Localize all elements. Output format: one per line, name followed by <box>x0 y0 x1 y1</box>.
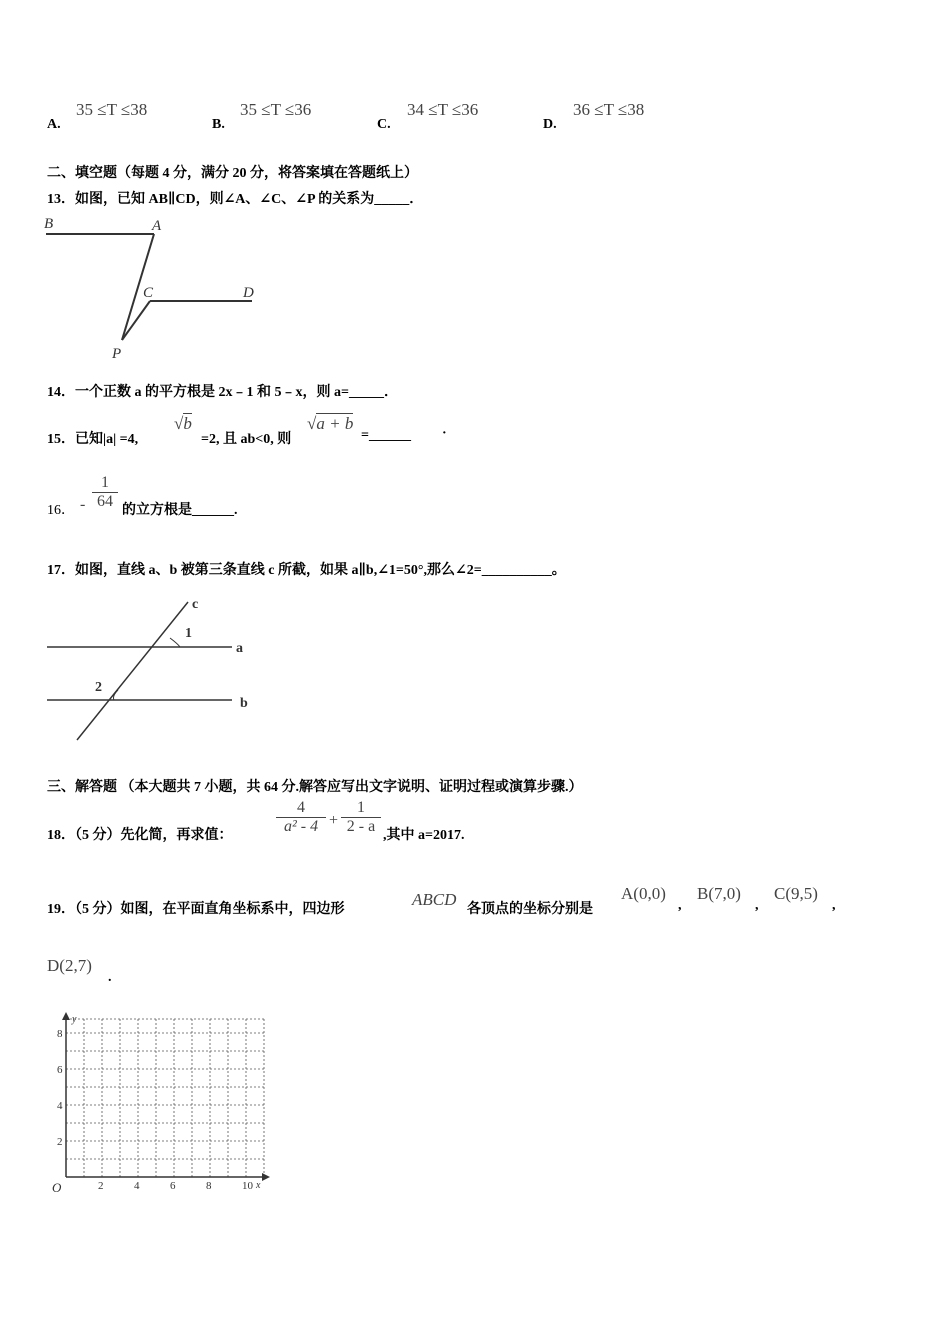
y-tick-label: 8 <box>57 1028 63 1040</box>
q19-mid: 各顶点的坐标分别是 <box>467 902 593 917</box>
q19-quad-name: ABCD <box>412 890 457 909</box>
label-a: A <box>152 218 162 234</box>
q16-frac-num: 1 <box>101 474 109 491</box>
section-3-title: 三、解答题 （本大题共 7 小题，共 64 分.解答应写出文字说明、证明过程或演算步骤.） <box>47 780 583 795</box>
label-c: C <box>143 285 154 301</box>
q18-plus: + <box>329 812 339 829</box>
q15-suffix: =______ <box>361 428 411 443</box>
q15-prefix: 15．已知|a| =4, <box>47 432 139 447</box>
q19-coordinate-grid <box>44 1012 276 1202</box>
q16-fraction <box>92 474 118 511</box>
y-axis-label: y <box>72 1014 77 1025</box>
section-2-title: 二、填空题（每题 4 分，满分 20 分，将答案填在答题纸上） <box>47 166 418 181</box>
question-17-text: 17．如图，直线 a、b 被第三条直线 c 所截，如果 a∥b,∠1=50°,那么∠2=__________。 <box>47 563 566 578</box>
q16-frac-den: 64 <box>97 493 113 510</box>
q16-number: 16． <box>47 503 75 518</box>
y-tick-labels <box>57 1028 63 1148</box>
question-14-text: 14．一个正数 a 的平方根是 2x﹣1 和 5﹣x，则 a=_____． <box>47 385 398 400</box>
q19-sep-2: , <box>755 898 759 913</box>
q18-prefix: 18．（5 分）先化简，再求值： <box>47 828 233 843</box>
q18-f1-den: a² - 4 <box>283 818 319 835</box>
q18-fraction-2 <box>341 799 381 836</box>
origin-label: O <box>52 1180 62 1195</box>
y-axis-arrow <box>62 1012 70 1020</box>
q19-sep-3: , <box>832 898 836 913</box>
q18-fraction-1 <box>276 799 326 836</box>
option-c-expr: 34 ≤T ≤36 <box>407 100 479 119</box>
x-tick-label: 8 <box>206 1180 212 1192</box>
sqrt-b: √b <box>174 414 192 433</box>
q18-f2-num: 1 <box>357 799 365 816</box>
option-a-letter: A. <box>47 117 61 132</box>
label-b: B <box>44 216 54 232</box>
label-a: a <box>236 641 243 656</box>
q18-f2-den: 2 - a <box>346 818 376 835</box>
angle-1-arc <box>170 638 180 647</box>
q16-minus: - <box>80 496 86 513</box>
q19-end: . <box>108 970 112 985</box>
q16-suffix: 的立方根是______. <box>122 503 238 518</box>
label-c: c <box>192 597 199 612</box>
q19-point-a: A(0,0) <box>621 884 666 903</box>
grid-lines <box>66 1019 264 1177</box>
q19-sep-1: , <box>678 898 682 913</box>
q13-figure <box>40 212 280 364</box>
q19-point-c: C(9,5) <box>774 884 818 903</box>
label-p: P <box>112 346 122 362</box>
q19-point-d: D(2,7) <box>47 956 92 975</box>
x-axis-label: x <box>256 1180 261 1191</box>
x-tick-label: 10 <box>242 1180 253 1192</box>
y-tick-label: 2 <box>57 1136 63 1148</box>
q15-mid: =2, 且 ab<0, 则 <box>201 432 292 447</box>
sqrt-ab-radicand: a + b <box>316 414 354 433</box>
x-tick-label: 4 <box>134 1180 140 1192</box>
label-angle-2: 2 <box>95 680 102 695</box>
question-13-text: 13．如图，已知 AB∥CD，则∠A、∠C、∠P 的关系为_____． <box>47 192 424 207</box>
label-b: b <box>240 696 248 711</box>
x-tick-labels <box>98 1180 254 1192</box>
x-tick-label: 2 <box>98 1180 104 1192</box>
sqrt-b-radicand: b <box>183 414 192 433</box>
option-a-expr: 35 ≤T ≤38 <box>76 100 148 119</box>
line-c <box>77 602 188 740</box>
q19-prefix: 19．（5 分）如图，在平面直角坐标系中，四边形 <box>47 902 345 917</box>
q19-point-b: B(7,0) <box>697 884 741 903</box>
q18-suffix: ,其中 a=2017. <box>383 828 465 843</box>
option-c-letter: C. <box>377 117 391 132</box>
q17-figure <box>40 592 270 752</box>
y-tick-label: 4 <box>57 1100 63 1112</box>
q18-f1-num: 4 <box>297 799 305 816</box>
x-tick-label: 6 <box>170 1180 176 1192</box>
option-d-letter: D. <box>543 117 557 132</box>
x-axis-arrow <box>262 1173 270 1181</box>
option-b-expr: 35 ≤T ≤36 <box>240 100 312 119</box>
option-d-expr: 36 ≤T ≤38 <box>573 100 645 119</box>
q15-dot: · <box>442 426 447 441</box>
label-d: D <box>243 285 254 301</box>
option-b-letter: B. <box>212 117 225 132</box>
label-angle-1: 1 <box>185 626 192 641</box>
sqrt-ab: √a + b <box>307 414 354 433</box>
line-pc <box>122 301 150 340</box>
y-tick-label: 6 <box>57 1064 63 1076</box>
